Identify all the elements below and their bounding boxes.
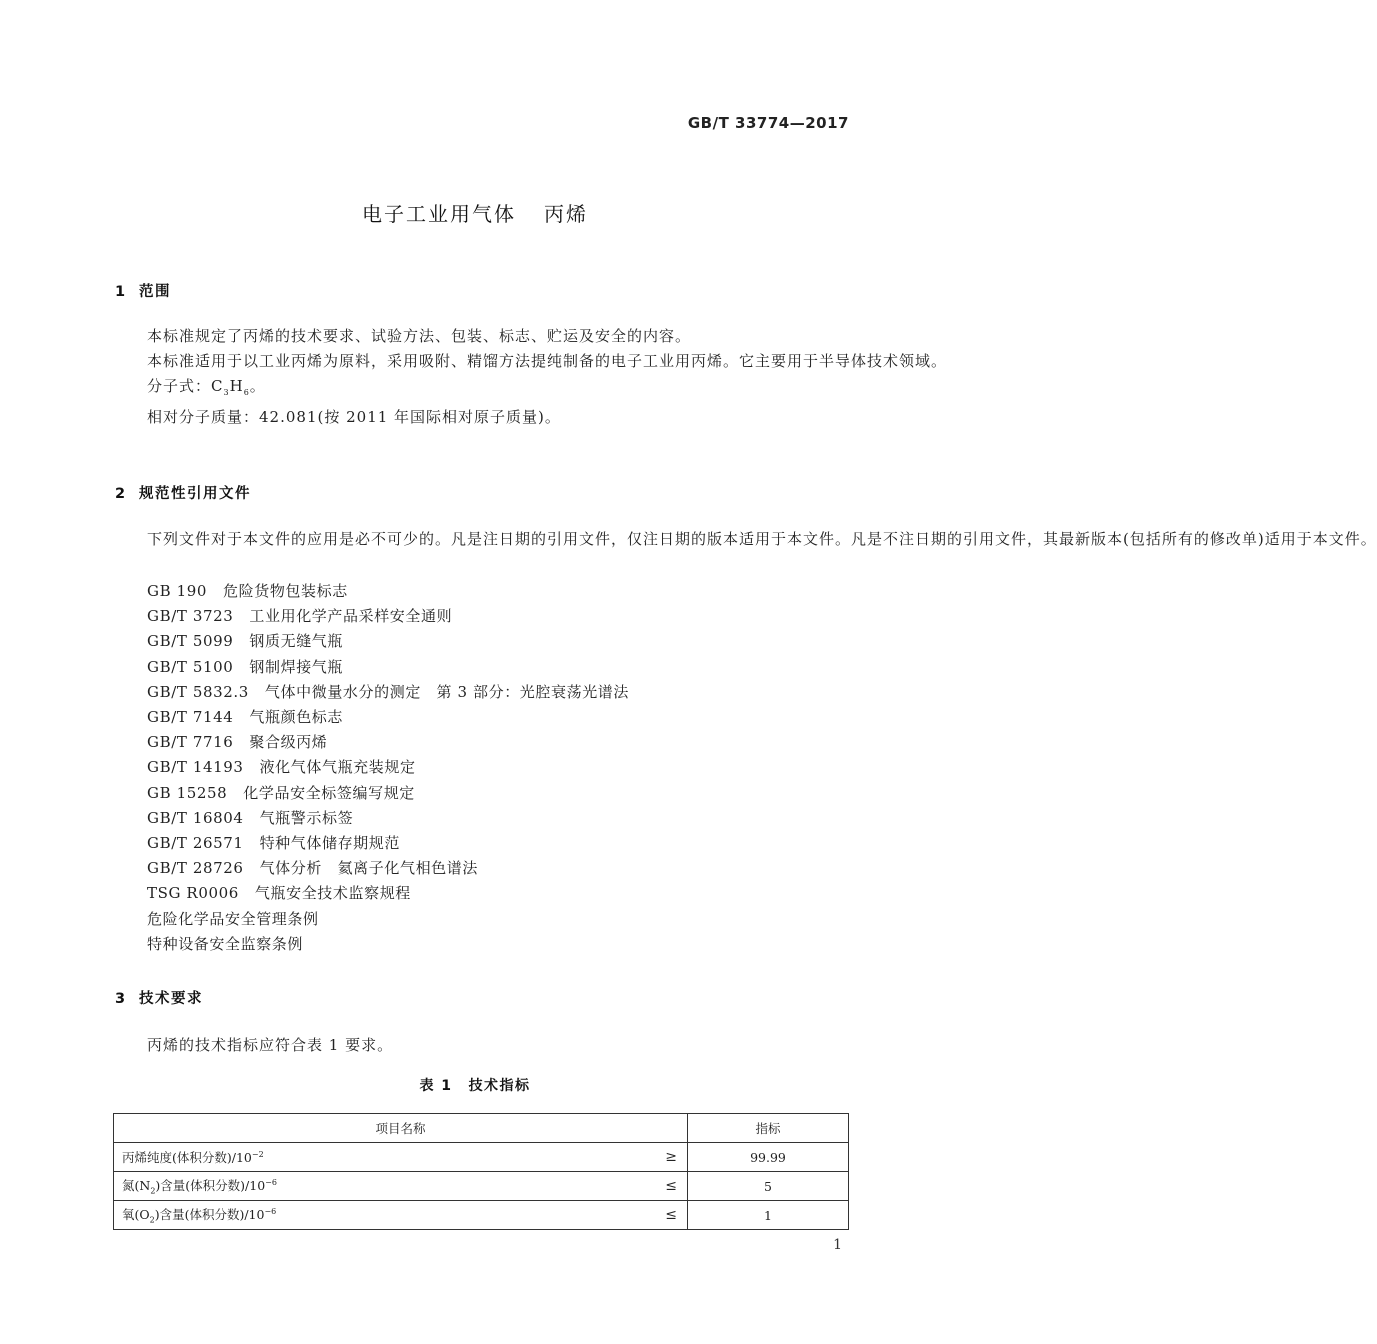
standard-number: GB/T 33774—2017 [687, 114, 849, 132]
reference-item: 危险化学品安全管理条例 [147, 909, 319, 928]
reference-item: GB/T 5100 钢制焊接气瓶 [147, 657, 344, 676]
molecular-formula: 分子式：$C_3H_6$。 [147, 377, 266, 397]
header-value: 指标 [688, 1114, 849, 1143]
spec-value: 5 [688, 1172, 849, 1201]
section-3-intro: 丙烯的技术指标应符合表 1 要求。 [147, 1036, 394, 1054]
table-header-row [114, 1114, 849, 1143]
scope-paragraph-1: 本标准规定了丙烯的技术要求、试验方法、包装、标志、贮运及安全的内容。 [147, 327, 692, 345]
comparison-symbol: ≤ [665, 1178, 677, 1194]
page-title [0, 198, 950, 227]
reference-item: 特种设备安全监察条例 [147, 934, 304, 953]
reference-item: GB 190 危险货物包装标志 [147, 582, 348, 600]
table-row: 氧$(O_2)$含量(体积分数)$/10^{-6}$ ≤ 1 [114, 1201, 849, 1230]
reference-item: GB/T 26571 特种气体储存期规范 [147, 834, 400, 853]
reference-item: GB/T 5832.3 气体中微量水分的测定 第 3 部分：光腔衰荡光谱法 [147, 682, 630, 701]
comparison-symbol: ≤ [665, 1207, 677, 1223]
reference-item: TSG R0006 气瓶安全技术监察规程 [147, 884, 411, 903]
page-number: 1 [833, 1237, 842, 1253]
reference-item: GB/T 28726 气体分析 氦离子化气相色谱法 [147, 859, 478, 878]
section-1-heading: 1 范围 [115, 284, 171, 300]
molecular-mass: 相对分子质量：42.081(按 2011 年国际相对原子质量)。 [147, 408, 561, 426]
reference-list [147, 579, 629, 957]
scope-paragraph-2: 本标准适用于以工业丙烯为原料，采用吸附、精馏方法提纯制备的电子工业用丙烯。它主要用于半导体技术领域。 [147, 352, 948, 370]
spec-value: 1 [688, 1201, 849, 1230]
section-3-heading: 3 技术要求 [115, 991, 203, 1007]
header-item-name: 项目名称 [114, 1114, 688, 1143]
table-caption: 表 1 技术指标 [419, 1078, 531, 1094]
reference-item: GB/T 7716 聚合级丙烯 [147, 733, 328, 752]
reference-item: GB/T 14193 液化气体气瓶充装规定 [147, 758, 416, 777]
reference-item: GB/T 7144 气瓶颜色标志 [147, 708, 344, 727]
spec-value: 99.99 [688, 1143, 849, 1172]
reference-item: GB/T 3723 工业用化学产品采样安全通则 [147, 607, 453, 626]
technical-spec-table [113, 1113, 849, 1230]
table-row: 丙烯纯度(体积分数)$/10^{-2}$ ≥ 99.99 [114, 1143, 849, 1172]
reference-item: GB 15258 化学品安全标签编写规定 [147, 783, 415, 802]
reference-item: GB/T 5099 钢质无缝气瓶 [147, 632, 344, 651]
section-2-heading: 2 规范性引用文件 [115, 486, 251, 502]
title-main: 电子工业用气体 [362, 202, 516, 226]
section-1-body [115, 324, 948, 430]
reference-item: GB/T 16804 气瓶警示标签 [147, 808, 354, 827]
table-row: 氮$(N_2)$含量(体积分数)$/10^{-6}$ ≤ 5 [114, 1172, 849, 1201]
comparison-symbol: ≥ [665, 1149, 677, 1165]
section-2-intro: 下列文件对于本文件的应用是必不可少的。凡是注日期的引用文件，仅注日期的版本适用于本文件。凡是不注日期的引用文件，其最新版本(包括所有的修改单)适用于本文件。 [147, 530, 1377, 548]
title-sub: 丙烯 [544, 202, 588, 226]
